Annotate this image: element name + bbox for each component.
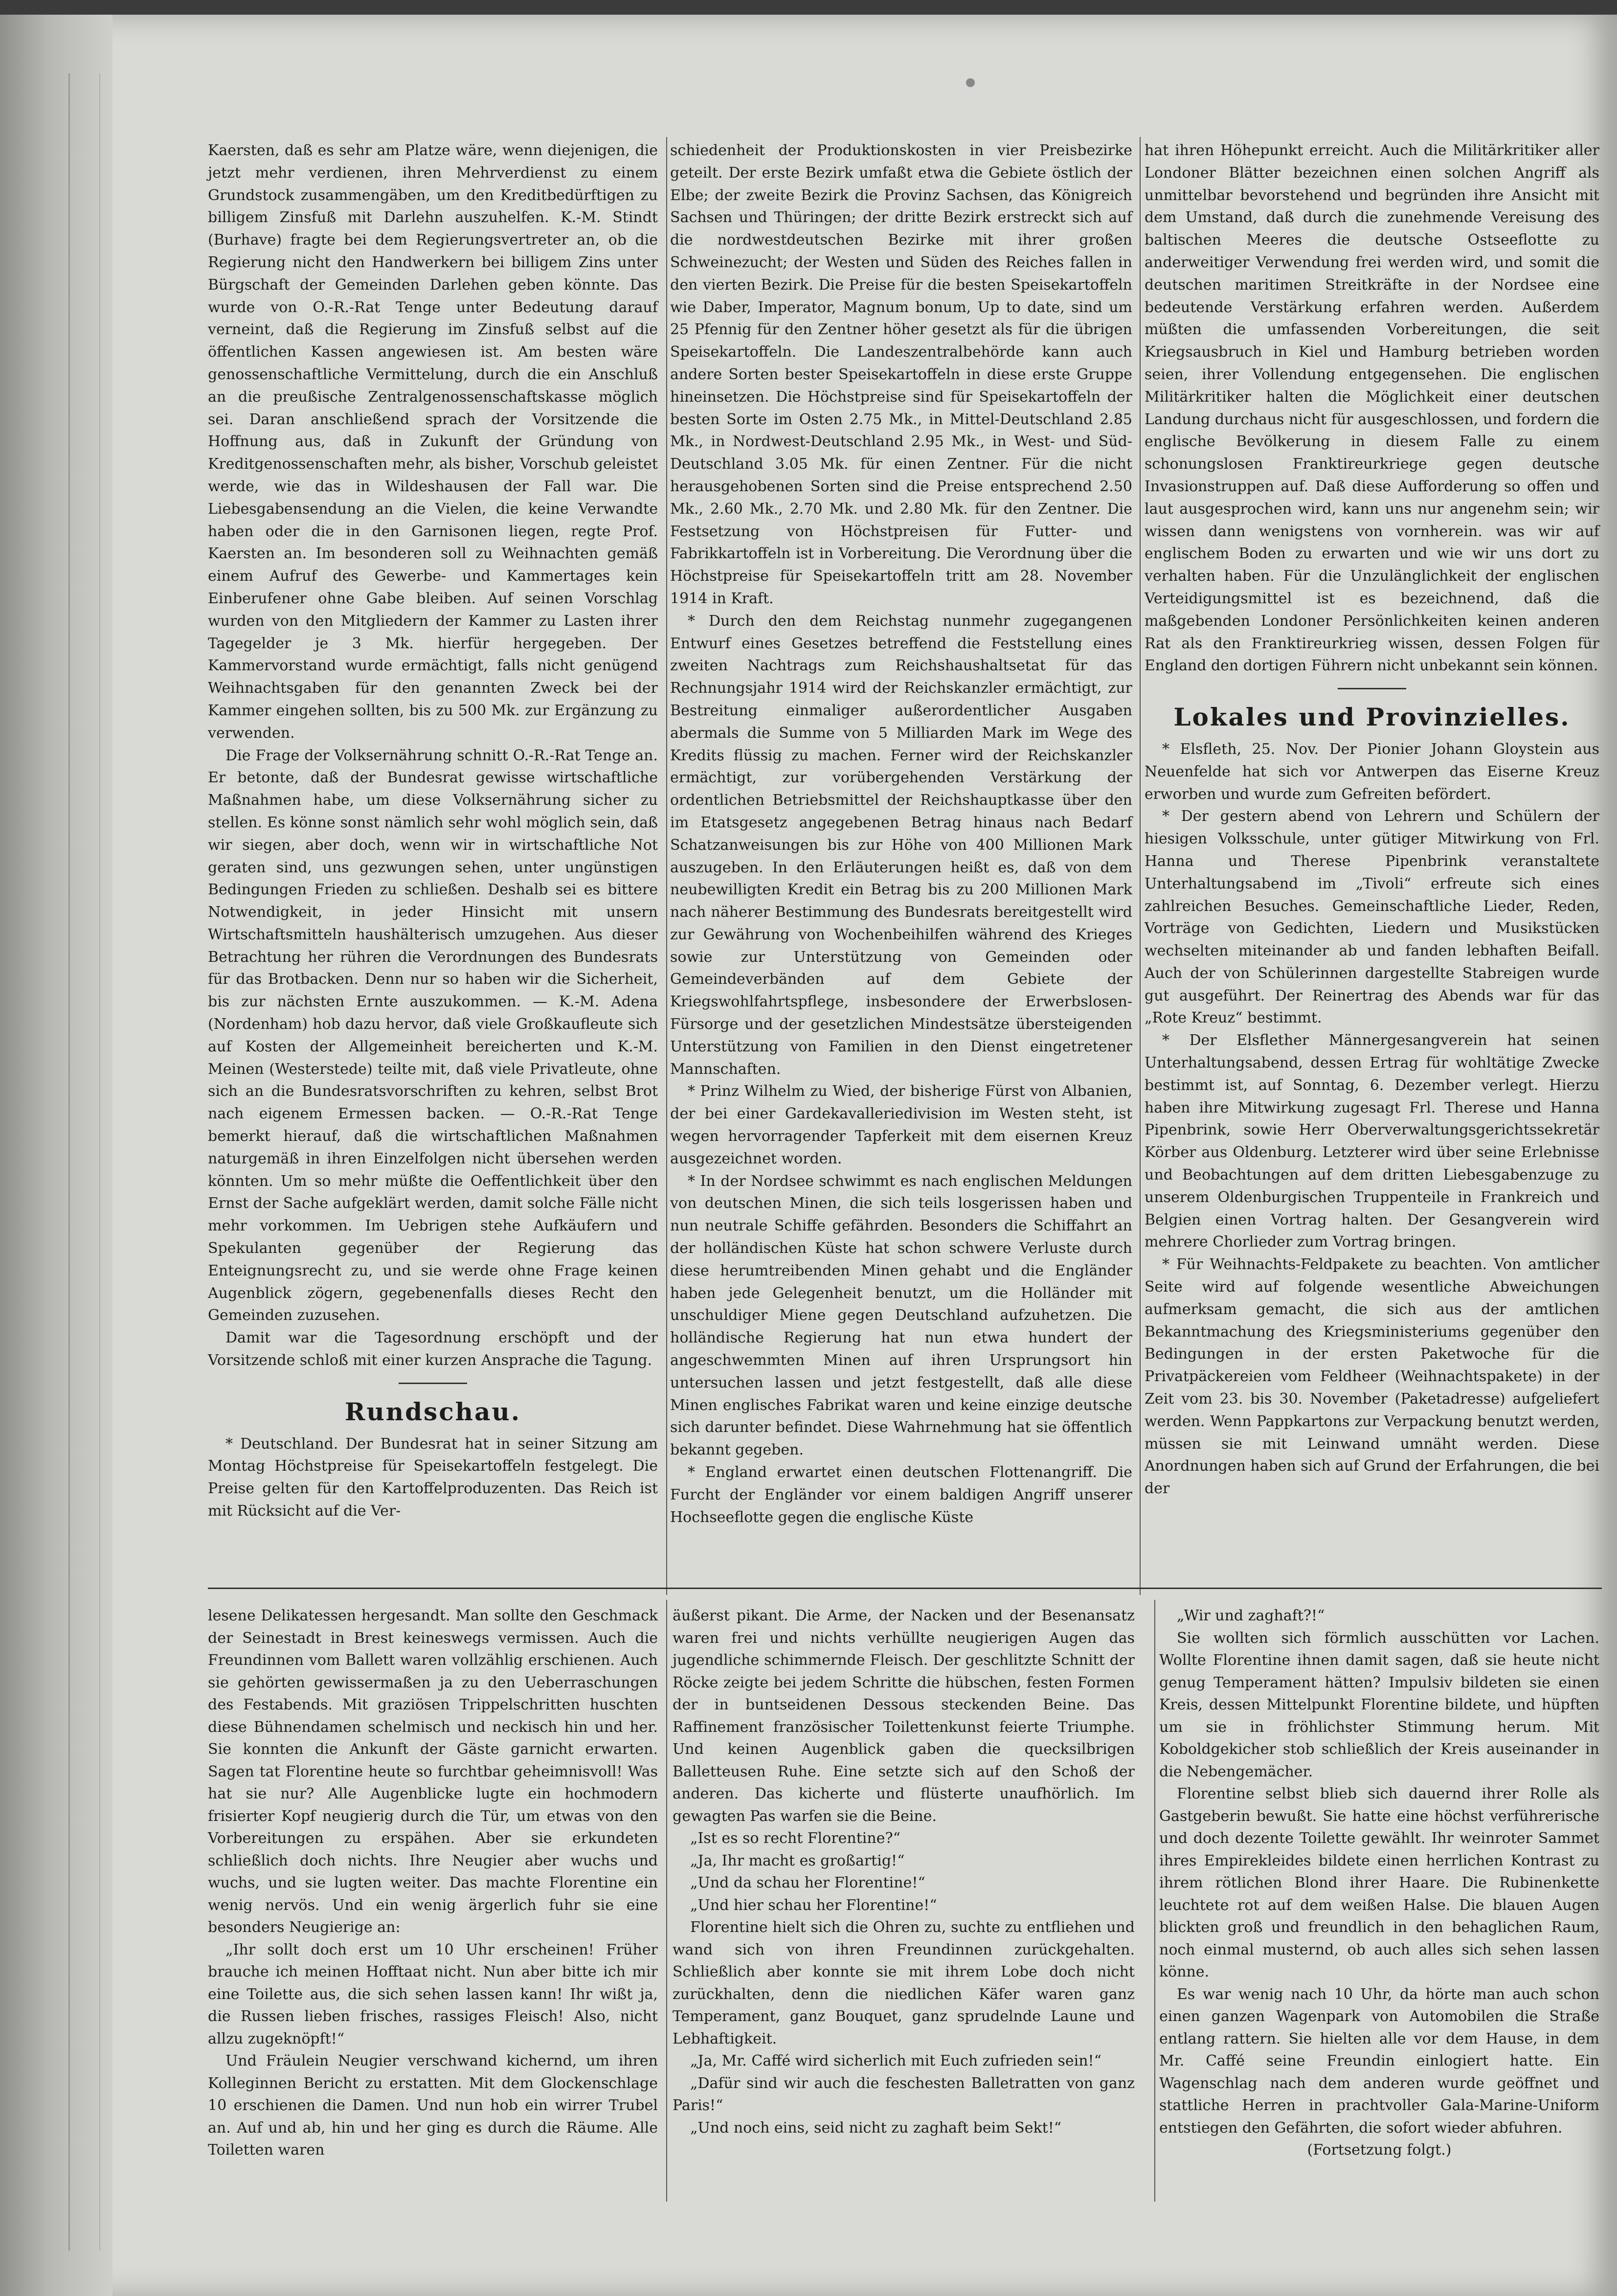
divider xyxy=(399,1383,467,1384)
lower-column-1 xyxy=(208,1605,658,2161)
article-text: * Elsfleth, 25. Nov. Der Pionier Johann Gloystein aus Neuenfelde hat sich vor Antwerpen das Eiserne Kreuz erworben und wurde zum Gefreiten befördert. xyxy=(1145,740,1599,803)
story-text: „Dafür sind wir auch die feschesten Balletratten von ganz Paris!“ xyxy=(673,2074,1135,2114)
column-rule xyxy=(666,137,667,1595)
story-text: Es war wenig nach 10 Uhr, da hörte man auch schon einen ganzen Wagenpark von Automobilen die Straße entlang rattern. Sie hielten alle vor dem Hause, in dem Mr. Caffé seine Freundin einlogiert hatte. Ein Wagenschlag nach dem anderen wurde geöffnet und stattliche Herren in prachtvoller Gala-Marine-Uniform entstiegen den Gefährten, die sofort wieder abfuhren. xyxy=(1159,1985,1599,2137)
article-text: Damit war die Tagesordnung erschöpft und der Vorsitzende schloß mit einer kurzen Ansprache die Tagung. xyxy=(208,1329,658,1369)
article-text: * Durch den dem Reichstag nunmehr zugegangenen Entwurf eines Gesetzes betreffend die Feststellung eines zweiten Nachtrags zum Reichshaushaltsetat für das Rechnungsjahr 1914 wird der Reichskanzler ermächtigt, zur Bestreitung einmaliger außerordentlicher Ausgaben abermals die Summe von 5 Milliarden Mark im Wege des Kredits flüssig zu machen. Ferner wird der Reichskanzler ermächtigt, zur vorübergehenden Verstärkung der ordentlichen Betriebsmittel der Reichshauptkasse über den im Etatsgesetz angegebenen Betrag hinaus nach Bedarf Schatzanweisungen bis zur Höhe von 400 Millionen Mark auszugeben. In den Erläuterungen heißt es, daß von dem neubewilligten Kredit ein Betrag bis zu 200 Millionen Mark nach näherer Bestimmung des Bundesrats bereitgestellt wird zur Gewährung von Wochenbeihilfen während des Krieges sowie zur Unterstützung von Gemeinden oder Gemeindeverbänden auf dem Gebiete der Kriegswohlfahrtspflege, insbesondere der Erwerbslosen-Fürsorge und der gesetzlichen Mindestsätze übersteigenden Unterstützung von Familien in den Dienst eingetretener Mannschaften. xyxy=(670,612,1132,1078)
story-text: „Und da schau her Florentine!“ xyxy=(690,1874,925,1891)
story-text: „Ihr sollt doch erst um 10 Uhr erscheinen! Früher brauche ich meinen Hofftaat nicht. Nun aber bitte ich mir eine Toilette aus, die sich sehen lassen kann! Ihr wißt ja, die Russen lieben frisches, rassiges Fleisch! Also, nicht allzu zugeknöpft!“ xyxy=(208,1941,658,2047)
story-text: äußerst pikant. Die Arme, der Nacken und der Besenansatz waren frei und nichts verhüllte neugierigen Augen das jugendliche schimmernde Fleisch. Der geschlitzte Schnitt der Röcke zeigte bei jedem Schritte die hübschen, festen Formen der in buntseidenen Dessous steckenden Beine. Das Raffinement französischer Toilettenkunst feierte Triumphe. Und keinen Augenblick gaben die quecksilbrigen Balletteusen Ruhe. Eine setzte sich auf den Schoß der anderen. Das kicherte und flüsterte unaufhörlich. Im gewagten Pas warfen sie die Beine. xyxy=(673,1607,1135,1825)
upper-column-3 xyxy=(1145,139,1599,1500)
article-text: * Prinz Wilhelm zu Wied, der bisherige Fürst von Albanien, der bei einer Gardekavalleriedivision im Westen steht, ist wegen hervorragender Tapferkeit mit dem eisernen Kreuz ausgezeichnet worden. xyxy=(670,1083,1132,1167)
story-text: „Und hier schau her Florentine!“ xyxy=(690,1896,937,1914)
section-heading-lokales: Lokales und Provinzielles. xyxy=(1173,703,1571,732)
story-text: Florentine selbst blieb sich dauernd ihrer Rolle als Gastgeberin bewußt. Sie hatte eine höchst verführerische und doch dezente Toilette gewählt. Ihr weinroter Sammet ihres Empirekleides bildete einen herrlichen Kontrast zu ihrem rötlichen Blond ihrer Haare. Die Rubinenkette leuchtete rot auf dem weißen Halse. Die blauen Augen blickten groß und freundlich in den behaglichen Raum, noch einmal musternd, ob auch alles sich sehen lassen könne. xyxy=(1159,1785,1599,1980)
spine-lines xyxy=(68,73,100,2251)
lower-column-3 xyxy=(1159,1605,1599,2161)
column-rule xyxy=(1154,1600,1155,2202)
divider xyxy=(1338,688,1406,689)
feuilleton-rule xyxy=(208,1588,1602,1589)
story-text: „Und noch eins, seid nicht zu zaghaft beim Sekt!“ xyxy=(690,2119,1062,2137)
article-text: Kaersten, daß es sehr am Platze wäre, wenn diejenigen, die jetzt mehr verdienen, ihren Mehrverdienst zu einem Grundstock zusammengäben, um den Kreditbedürftigen zu billigem Zinsfuß mit Darlehn auszuhelfen. K.-M. Stindt (Burhave) fragte bei dem Regierungsvertreter an, ob die Regierung nicht den Handwerkern bei billigem Zins unter Bürgschaft der Gemeinden Darlehen geben könnte. Das wurde von O.-R.-Rat Tenge unter Bedeutung darauf verneint, daß die Regierung im Zinsfuß selbst auf die öffentlichen Kassen angewiesen ist. Am besten wäre genossenschaftliche Vermittelung, durch die ein Anschluß an die preußische Zentralgenossenschaftskasse möglich sei. Daran anschließend sprach der Vorsitzende die Hoffnung aus, daß in Zukunft der Gründung von Kreditgenossenschaften mehr, als bisher, Vorschub geleistet werde, wie das in Wildeshausen der Fall war. Die Liebesgabensendung an die Vielen, die keine Verwandte haben oder die in den Garnisonen liegen, regte Prof. Kaersten an. Im besonderen soll zu Weihnachten gemäß einem Aufruf des Gewerbe- und Kammertages kein Einberufener ohne Gabe bleiben. Auf seinen Vorschlag wurden von den Mitgliedern der Kammer zu Lasten ihrer Tagegelder je 3 Mk. hierfür hergegeben. Der Kammervorstand wurde ermächtigt, falls nicht genügend Weihnachtsgaben für den genannten Zweck bei der Kammer eingehen sollten, bis zu 500 Mk. zur Ergänzung zu verwenden. xyxy=(208,142,658,742)
story-text: „Ist es so recht Florentine?“ xyxy=(690,1830,900,1847)
story-text: Und Fräulein Neugier verschwand kichernd, um ihren Kolleginnen Bericht zu erstatten. Mit dem Glockenschlage 10 erschienen die Damen. Und nun hob ein wirrer Trubel an. Auf und ab, hin und her ging es durch die Räume. Alle Toiletten waren xyxy=(208,2052,658,2159)
upper-column-2 xyxy=(670,139,1132,1528)
article-text: hat ihren Höhepunkt erreicht. Auch die Militärkritiker aller Londoner Blätter bezeichnen einen solchen Angriff als unmittelbar bevorstehend und begründen ihre Ansicht mit dem Umstand, daß durch die zunehmende Vereisung des baltischen Meeres die deutsche Ostseeflotte zu anderweitiger Verwendung frei werden wird, und somit die deutschen maritimen Streitkräfte in der Nordsee eine bedeutende Verstärkung erfahren werden. Außerdem müßten die umfassenden Vorbereitungen, die seit Kriegsausbruch in Kiel und Hamburg betrieben worden seien, ihrer Vollendung entgegensehen. Die englischen Militärkritiker halten die Möglichkeit einer deutschen Landung durchaus nicht für ausgeschlossen, und fordern die englische Bevölkerung in diesem Falle zu einem schonungslosen Franktireurkriege gegen deutsche Invasionstruppen auf. Daß diese Aufforderung so offen und laut ausgesprochen wird, kann uns nur angenehm sein; wir wissen dann wenigstens von vornherein. was wir auf englischem Boden zu erwarten und wie wir uns dort zu verhalten haben. Für die Unzulänglichkeit der englischen Verteidigungsmittel ist es bezeichnend, daß die maßgebenden Londoner Persönlichkeiten keinen anderen Rat als den Franktireurkrieg wissen, dessen Folgen für England den dortigen Führern nicht unbekannt sein können. xyxy=(1145,142,1599,675)
story-text: „Ja, Mr. Caffé wird sicherlich mit Euch zufrieden sein!“ xyxy=(690,2052,1101,2069)
article-text: * Der gestern abend von Lehrern und Schülern der hiesigen Volksschule, unter gütiger Mitwirkung von Frl. Hanna und Therese Pipenbrink veranstaltete Unterhaltungsabend im „Tivoli“ erfreute sich eines zahlreichen Besuches. Gemeinschaftliche Lieder, Reden, Vorträge von Gedichten, Liedern und Musikstücken wechselten miteinander ab und fanden lebhaften Beifall. Auch der von Schülerinnen dargestellte Stabreigen wurde gut ausgeführt. Der Reinertrag des Abends war für das „Rote Kreuz“ bestimmt. xyxy=(1145,808,1599,1027)
article-text: * Der Elsflether Männergesangverein hat seinen Unterhaltungsabend, dessen Ertrag für wohltätige Zwecke bestimmt ist, auf Sonntag, 6. Dezember verlegt. Hierzu haben ihre Mitwirkung zugesagt Frl. Therese und Hanna Pipenbrink, sowie Herr Oberverwaltungsgerichtssekretär Körber aus Oldenburg. Letzterer wird über seine Erlebnisse und Beobachtungen auf dem dritten Liebesgabenzuge zu unserem Oldenburgischen Truppenteile in Frankreich und Belgien einen Vortrag halten. Der Gesangverein wird mehrere Chorlieder zum Vortrag bringen. xyxy=(1145,1032,1599,1251)
column-rule xyxy=(1140,137,1141,1595)
story-text: Sie wollten sich förmlich ausschütten vor Lachen. Wollte Florentine ihnen damit sagen, daß sie heute nicht genug Temperament hätten? Impulsiv bildeten sie einen Kreis, dessen Mittelpunkt Florentine bildete, und hüpften um sie in fröhlichster Stimmung herum. Mit Koboldgekicher stob schließlich der Kreis auseinander in die Nebengemächer. xyxy=(1159,1629,1599,1780)
article-text: * England erwartet einen deutschen Flottenangriff. Die Furcht der Engländer vor einem baldigen Angriff unserer Hochseeflotte gegen die englische Küste xyxy=(670,1464,1132,1526)
book-binding xyxy=(0,15,112,2296)
story-text: Florentine hielt sich die Ohren zu, suchte zu entfliehen und wand sich von ihren Freundinnen zurückgehalten. Schließlich aber konnte sie mit ihrem Lobe doch nicht zurückhalten, denn die niedlichen Käfer waren ganz Temperament, ganz Bouquet, ganz sprudelnde Laune und Lebhaftigkeit. xyxy=(673,1919,1135,2047)
continuation-note: (Fortsetzung folgt.) xyxy=(1307,2141,1452,2159)
article-text: * Für Weihnachts-Feldpakete zu beachten. Von amtlicher Seite wird auf folgende wesentliche Abweichungen aufmerksam gemacht, die sich aus der amtlichen Bekanntmachung des Kriegsministeriums gegenüber den Bedingungen in der ersten Paketwoche für die Privatpäckereien vom Feldheer (Weihnachtspakete) in der Zeit vom 23. bis 30. November (Paketadresse) aufgeliefert werden. Wenn Pappkartons zur Verpackung benutzt werden, müssen sie mit Leinwand umnäht werden. Diese Anordnungen haben sich auf Grund der Erfahrungen, die bei der xyxy=(1145,1256,1599,1498)
article-text: * Deutschland. Der Bundesrat hat in seiner Sitzung am Montag Höchstpreise für Speisekartoffeln festgelegt. Die Preise gelten für den Kartoffelproduzenten. Das Reich ist mit Rücksicht auf die Ver- xyxy=(208,1435,658,1520)
article-text: Die Frage der Volksernährung schnitt O.-R.-Rat Tenge an. Er betonte, daß der Bundesrat gewisse wirtschaftliche Maßnahmen habe, um diese Volksernährung sicher zu stellen. Es könne sonst nämlich sehr wohl möglich sein, daß wir siegen, aber doch, wenn wir in wirtschaftliche Not geraten sind, uns gezwungen sehen, unter ungünstigen Bedingungen Frieden zu schließen. Deshalb sei es bittere Notwendigkeit, in jeder Hinsicht mit unsern Wirtschaftsmitteln haushälterisch umzugehen. Aus dieser Betrachtung her rühren die Verordnungen des Bundesrats für das Brotbacken. Denn nur so haben wir die Sicherheit, bis zur nächsten Ernte auszukommen. — K.-M. Adena (Nordenham) hob dazu hervor, daß viele Großkaufleute sich auf Kosten der Allgemeinheit bereicherten und K.-M. Meinen (Westerstede) teilte mit, daß viele Privatleute, ohne sich an die Bundesratsvorschriften zu kehren, selbst Brot nach eigenem Ermessen backen. — O.-R.-Rat Tenge bemerkt hierauf, daß die wirtschaftlichen Maßnahmen naturgemäß in ihren Einzelfolgen nicht übersehen werden könnten. Um so mehr müßte die Oeffentlichkeit über den Ernst der Sache aufgeklärt werden, damit solche Fälle nicht mehr vorkommen. Im Uebrigen stehe Aufkäufern und Spekulanten gegenüber der Regierung das Enteignungsrecht zu, und sie werde ohne Frage keinen Augenblick zögern, gegebenenfalls dieses Recht den Gemeinden zuzusehen. xyxy=(208,747,658,1324)
story-text: „Ja, Ihr macht es großartig!“ xyxy=(690,1852,905,1869)
newspaper-page xyxy=(0,15,1617,2296)
punch-hole xyxy=(966,78,975,87)
section-heading-rundschau: Rundschau. xyxy=(344,1397,521,1426)
lower-column-2 xyxy=(673,1605,1135,2139)
story-text: lesene Delikatessen hergesandt. Man sollte den Geschmack der Seinestadt in Brest keineswegs vermissen. Auch die Freundinnen vom Ballett waren vollzählig erschienen. Auch sie gehörten gewissermaßen ja zu den Ueberraschungen des Festabends. Mit graziösen Trippelschritten huschten diese Bühnendamen schelmisch und neckisch hin und her. Sie konnten die Ankunft der Gäste garnicht erwarten. Sagen tat Florentine heute so furchtbar geheimnisvoll! Was hat sie nur? Alle Augenblicke lugte ein hochmodern frisierter Kopf neugierig durch die Tür, um etwas von den Vorbereitungen zu erspähen. Aber sie erkundeten schließlich doch nichts. Ihre Neugier aber wuchs und wuchs, und sie lugten weiter. Das machte Florentine ein wenig nervös. Und ein wenig ärgerlich fuhr sie eine besonders Neugierige an: xyxy=(208,1607,658,1936)
column-rule xyxy=(666,1600,667,2202)
article-text: * In der Nordsee schwimmt es nach englischen Meldungen von deutschen Minen, die sich teils losgerissen haben und nun neutrale Schiffe gefährden. Besonders die Schiffahrt an der holländischen Küste hat schon schwere Verluste durch diese herumtreibenden Minen gehabt und die Engländer haben jede Gelegenheit benutzt, um die Holländer mit unschuldiger Miene gegen Deutschland aufzuhetzen. Die holländische Regierung hat nun etwa hundert der angeschwemmten Minen auf ihren Ursprungsort hin untersuchen lassen und jetzt festgestellt, daß alle diese Minen englisches Fabrikat waren und keine einzige deutsche sich darunter befindet. Diese Wahrnehmung hat sie öffentlich bekannt gegeben. xyxy=(670,1172,1132,1459)
article-text: schiedenheit der Produktionskosten in vier Preisbezirke geteilt. Der erste Bezirk umfaßt etwa die Gebiete östlich der Elbe; der zweite Bezirk die Provinz Sachsen, das Königreich Sachsen und Thüringen; der dritte Bezirk erstreckt sich auf die nordwestdeutschen Bezirke mit ihrer großen Schweinezucht; der Westen und Süden des Reiches fallen in den vierten Bezirk. Die Preise für die besten Speisekartoffeln wie Daber, Imperator, Magnum bonum, Up to date, sind um 25 Pfennig für den Zentner höher gesetzt als für die übrigen Speisekartoffeln. Die Landeszentralbehörde kann auch andere Sorten bester Speisekartoffeln in diese erste Gruppe hineinsetzen. Die Höchstpreise sind für Speisekartoffeln der besten Sorte im Osten 2.75 Mk., in Mittel-Deutschland 2.85 Mk., in Nordwest-Deutschland 2.95 Mk., in West- und Süd-Deutschland 3.05 Mk. für einen Zentner. Für die nicht herausgehobenen Sorten sind die Preise entsprechend 2.50 Mk., 2.60 Mk., 2.70 Mk. und 2.80 Mk. für den Zentner. Die Festsetzung von Höchstpreisen für Futter- und Fabrikkartoffeln ist in Vorbereitung. Die Verordnung über die Höchstpreise für Speisekartoffeln tritt am 28. November 1914 in Kraft. xyxy=(670,142,1132,607)
story-text: „Wir und zaghaft?!“ xyxy=(1177,1607,1325,1624)
upper-column-1 xyxy=(208,139,658,1523)
